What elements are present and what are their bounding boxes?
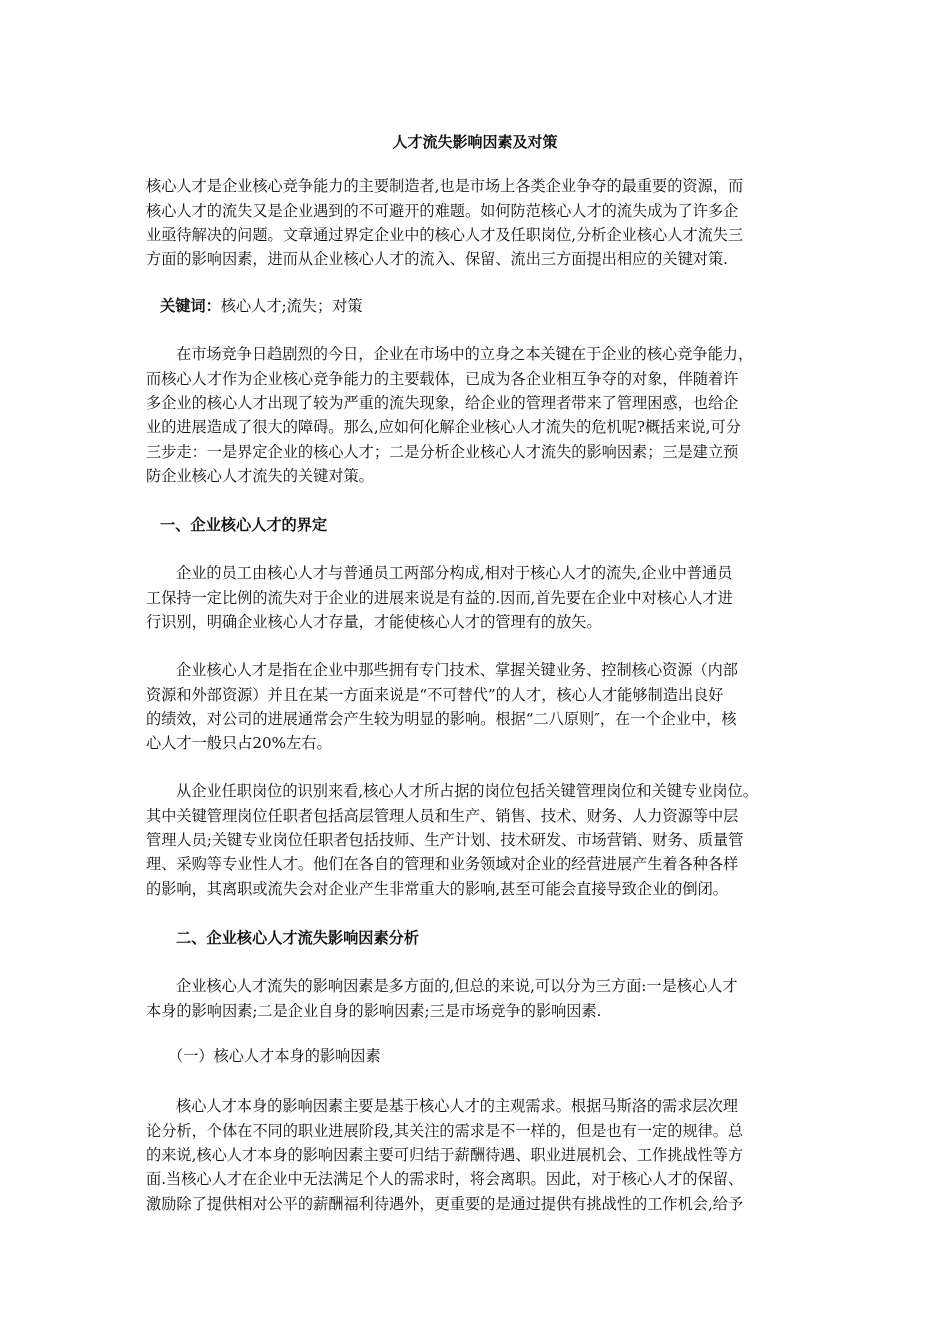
- paragraph-line: 面.当核心人才在企业中无法满足个人的需求时，将会离职。因此，对于核心人才的保留、: [146, 1170, 744, 1188]
- paragraph-line: 本身的影响因素;二是企业自身的影响因素;三是市场竞争的影响因素.: [146, 1002, 602, 1020]
- paragraph-line: 资源和外部资源）并且在某一方面来说是“不可替代”的人才，核心人才能够制造出良好: [146, 686, 724, 704]
- paragraph-line: 心人才一般只占20%左右。: [146, 734, 332, 752]
- paragraph-line: 三步走：一是界定企业的核心人才；二是分析企业核心人才流失的影响因素；三是建立预: [146, 443, 739, 461]
- paragraph-line: 而核心人才作为企业核心竞争能力的主要载体，已成为各企业相互争夺的对象，伴随着许: [146, 370, 739, 388]
- paragraph-line: 核心人才本身的影响因素主要是基于核心人才的主观需求。根据马斯洛的需求层次理: [176, 1097, 738, 1115]
- keywords-line: [160, 297, 363, 315]
- keywords-label: 关键词：: [160, 297, 221, 315]
- paragraph-line: 在市场竞争日趋剧烈的今日，企业在市场中的立身之本关键在于企业的核心竞争能力，: [176, 345, 754, 363]
- paragraph-line: 理、采购等专业性人才。他们在各自的管理和业务领域对企业的经营进展产生着各种各样: [146, 855, 739, 873]
- paragraph-line: 的影响，其离职或流失会对企业产生非常重大的影响,甚至可能会直接导致企业的倒闭。: [146, 880, 728, 898]
- paragraph-line: 防企业核心人才流失的关键对策。: [146, 467, 374, 485]
- paragraph-line: 企业核心人才是指在企业中那些拥有专门技术、掌握关键业务、控制核心资源（内部: [176, 661, 738, 679]
- abstract-line: 核心人才是企业核心竞争能力的主要制造者,也是市场上各类企业争夺的最重要的资源，而: [146, 177, 744, 195]
- paragraph-line: 其中关键管理岗位任职者包括高层管理人员和生产、销售、技术、财务、人力资源等中层: [146, 807, 739, 825]
- paragraph-line: 管理人员;关键专业岗位任职者包括技师、生产计划、技术研发、市场营销、财务、质量管: [146, 831, 744, 849]
- paragraph-line: 业的进展造成了很大的障碍。那么,应如何化解企业核心人才流失的危机呢?概括来说,可分: [146, 418, 741, 436]
- paragraph-line: 企业核心人才流失的影响因素是多方面的,但总的来说,可以分为三方面:一是核心人才: [176, 977, 738, 995]
- section-heading: 二、企业核心人才流失影响因素分析: [176, 929, 419, 947]
- subsection-heading: （一）核心人才本身的影响因素: [168, 1047, 381, 1065]
- document-title: 人才流失影响因素及对策: [392, 133, 558, 151]
- paragraph-line: 行识别，明确企业核心人才存量，才能使核心人才的管理有的放矢。: [146, 613, 602, 631]
- abstract-line: 核心人才的流失又是企业遇到的不可避开的难题。如何防范核心人才的流失成为了许多企: [146, 202, 739, 220]
- paragraph-line: 从企业任职岗位的识别来看,核心人才所占据的岗位包括关键管理岗位和关键专业岗位。: [176, 782, 758, 800]
- abstract-line: 业亟待解决的问题。文章通过界定企业中的核心人才及任职岗位,分析企业核心人才流失三: [146, 226, 744, 244]
- paragraph-line: 的来说,核心人才本身的影响因素主要可归结于薪酬待遇、职业进展机会、工作挑战性等方: [146, 1146, 744, 1164]
- paragraph-line: 的绩效，对公司的进展通常会产生较为明显的影响。根据“二八原则″，在一个企业中，核: [146, 710, 737, 728]
- paragraph-line: 论分析，个体在不同的职业进展阶段,其关注的需求是不一样的，但是也有一定的规律。总: [146, 1122, 744, 1140]
- paragraph-line: 多企业的核心人才出现了较为严重的流失现象，给企业的管理者带来了管理困惑，也给企: [146, 394, 739, 412]
- abstract-line: 方面的影响因素，进而从企业核心人才的流入、保留、流出三方面提出相应的关键对策.: [146, 250, 728, 268]
- paragraph-line: 工保持一定比例的流失对于企业的进展来说是有益的.因而,首先要在企业中对核心人才进: [146, 589, 733, 607]
- paragraph-line: 企业的员工由核心人才与普通员工两部分构成,相对于核心人才的流失,企业中普通员: [176, 564, 733, 582]
- paragraph-line: 激励除了提供相对公平的薪酬福利待遇外，更重要的是通过提供有挑战性的工作机会,给予: [146, 1195, 744, 1213]
- keywords-text: 核心人才;流失；对策: [220, 297, 363, 315]
- section-heading: 一、企业核心人才的界定: [160, 516, 328, 534]
